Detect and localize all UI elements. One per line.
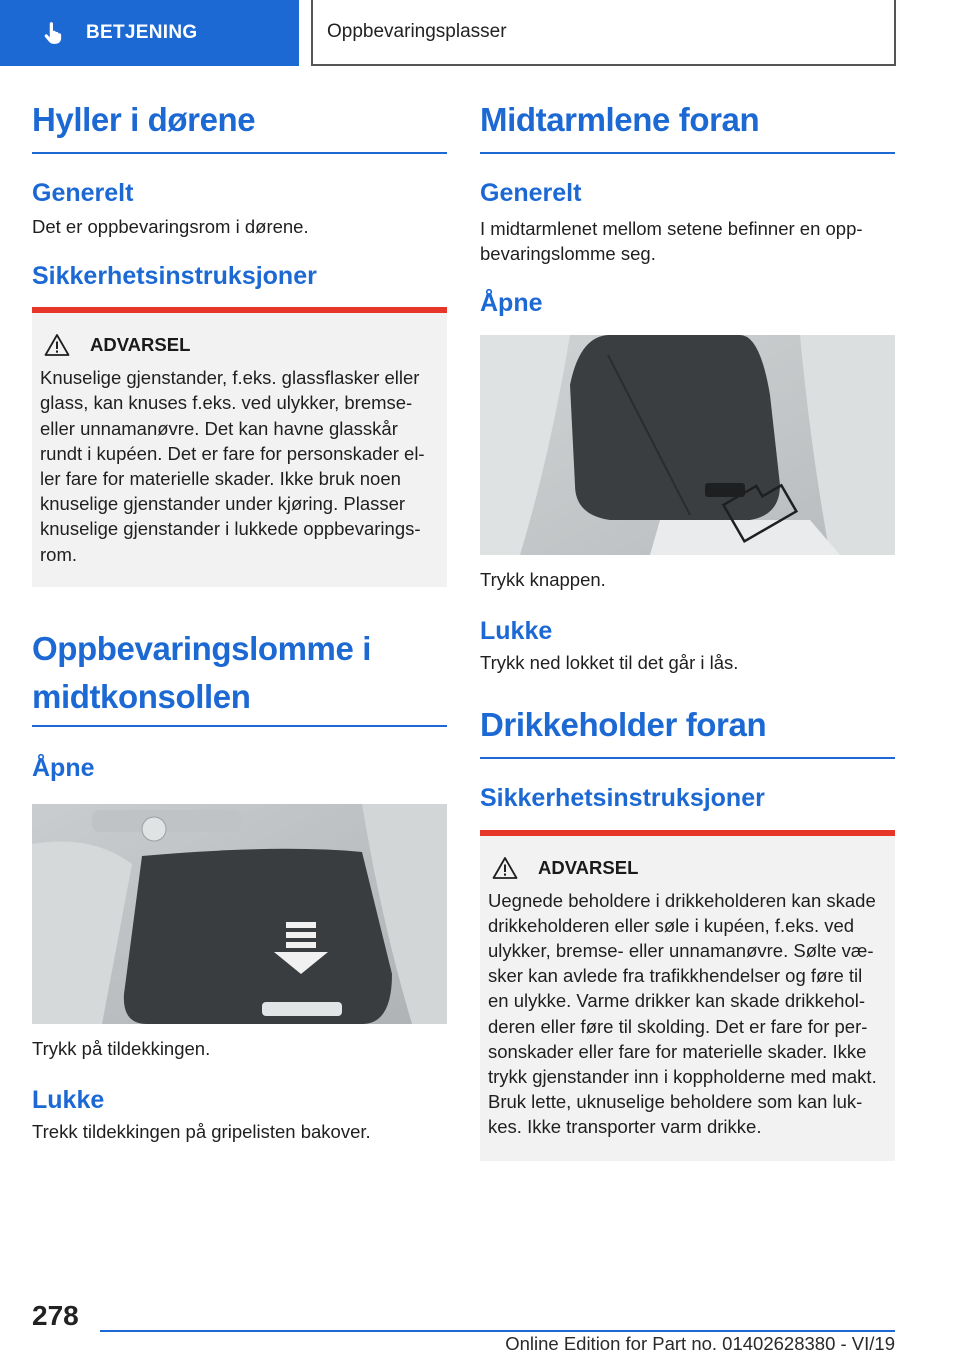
warning-body: Knuselige gjenstander, f.eks. glassflasker eller glass, kan knuses f.eks. ved ulykker, bremse- eller unnamanøvre. Det kan havne glasskår rundt i kupéen. Det er fare for personskader el- ler fare for materielle skader. Ikke bruk noen knuselige gjenstander under kjøring. Plasser knuselige gjenstander i lukkede oppbevarings- rom. (40, 367, 425, 565)
heading-armrest: Midtarmlene foran (480, 100, 895, 154)
heading-general-right: Generelt (480, 179, 582, 208)
heading-cup-holder: Drikkeholder foran (480, 705, 895, 759)
warning-triangle-icon (492, 856, 518, 880)
heading-close-right: Lukke (480, 617, 553, 646)
page-number: 278 (32, 1300, 79, 1331)
hand-pointer-icon (40, 20, 66, 46)
armrest-open-text: Trykk knappen. (480, 569, 606, 591)
edition-footer: Online Edition for Part no. 01402628380 - VI/19 (505, 1333, 895, 1354)
armrest-general-text: I midtarmlenet mellom setene befinner en opp- bevaringslomme seg. (480, 217, 863, 264)
heading-close: Lukke (32, 1086, 105, 1115)
chapter-title: Oppbevaringsplasser (311, 0, 896, 66)
armrest-close-text: Trykk ned lokket til det går i lås. (480, 651, 739, 673)
heading-center-console: Oppbevaringslomme i midtkonsollen (32, 625, 447, 727)
warning-title: ADVARSEL (90, 334, 191, 356)
warning-triangle-icon (44, 333, 70, 357)
warning-box-cup-holder (480, 830, 895, 1161)
close-text: Trekk tildekkingen på gripelisten bakover. (32, 1120, 371, 1142)
section-tab (0, 0, 299, 66)
footer-divider (100, 1330, 895, 1332)
heading-safety: Sikkerhetsinstruksjoner (32, 261, 317, 290)
heading-safety-right: Sikkerhetsinstruksjoner (480, 784, 765, 812)
warning-box (32, 307, 447, 587)
heading-door-shelves: Hyller i dørene (32, 100, 447, 154)
left-column (32, 100, 447, 1144)
section-label: BETJENING (86, 22, 198, 43)
warning-title: ADVARSEL (538, 856, 639, 878)
heading-general: Generelt (32, 179, 134, 208)
general-text: Det er oppbevaringsrom i dørene. (32, 215, 309, 237)
open-text: Trykk på tildekkingen. (32, 1038, 211, 1060)
armrest-photo (480, 335, 895, 555)
warning-body: Uegnede beholdere i drikkeholderen kan skade drikkeholderen eller søle i kupéen, f.eks. ved ulykker, bremse- eller unnamanøvre. Sølte væ- sker kan avlede fra trafikkhendelser og føre til en ulykke. Varme drikker kan skade drikkehol- deren eller føre til skolding. Det er fare for per- sonskader eller fare for materielle skader. Ikke trykk gjenstander inn i koppholderne med makt. Bruk lette, uknuselige beholdere som kan luk- kes. Ikke transporter varm drikke. (488, 889, 877, 1138)
heading-open: Åpne (32, 753, 95, 782)
right-column (480, 100, 895, 1161)
heading-open-right: Åpne (480, 288, 543, 317)
console-cover-photo (32, 804, 447, 1024)
